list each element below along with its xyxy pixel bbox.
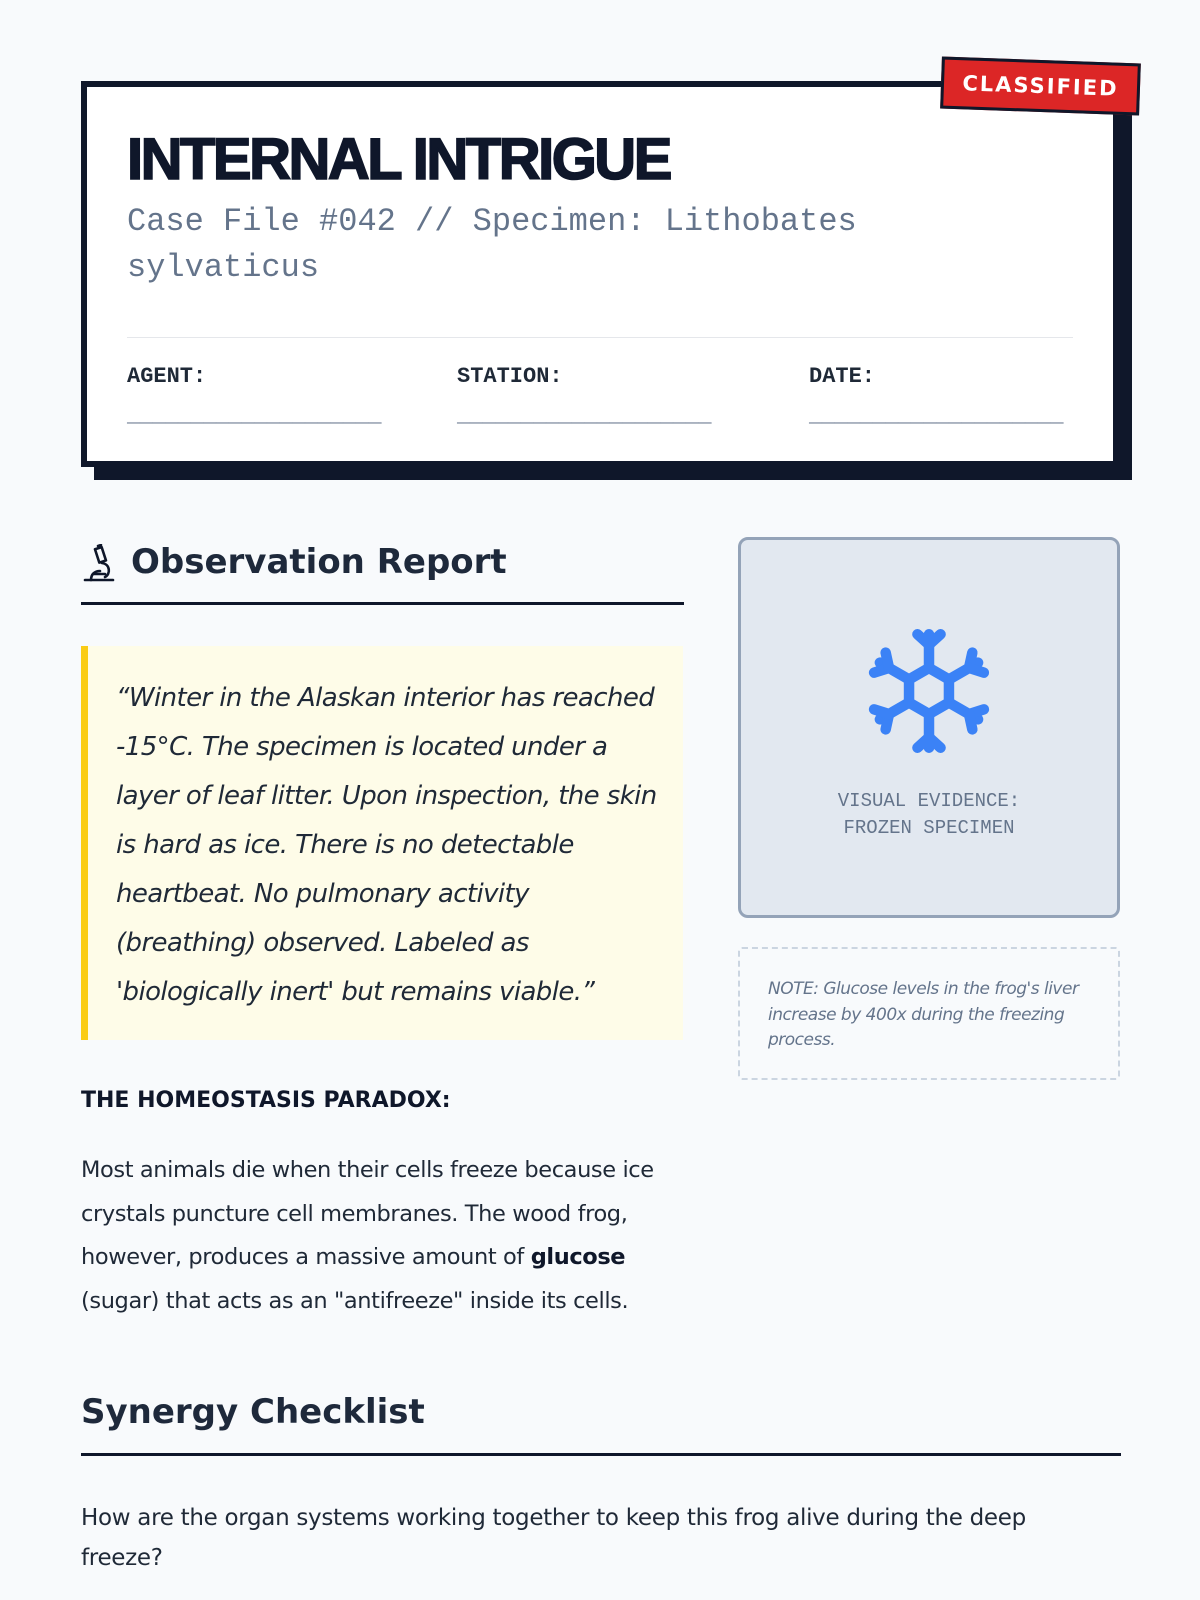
- paradox-heading: THE HOMEOSTASIS PARADOX:: [81, 1088, 451, 1113]
- date-blank[interactable]: ____________________: [809, 403, 1064, 428]
- evidence-caption: VISUAL EVIDENCE: FROZEN SPECIMEN: [837, 790, 1021, 839]
- station-field[interactable]: [457, 364, 711, 428]
- divider: [127, 337, 1073, 338]
- paradox-paragraph: [81, 1149, 691, 1323]
- visual-evidence-panel: [738, 537, 1120, 918]
- observation-title: Observation Report: [131, 542, 507, 582]
- synergy-prompt: How are the organ systems working together to keep this frog alive during the deep freeze?: [81, 1505, 1026, 1571]
- paradox-bold-term: glucose: [530, 1244, 626, 1270]
- agent-field[interactable]: [127, 364, 381, 428]
- meta-fields: [127, 364, 1073, 434]
- glucose-note: [738, 947, 1120, 1080]
- page-title: INTERNAL INTRIGUE: [127, 127, 670, 192]
- quote-text: “Winter in the Alaskan interior has reached -15°C. The specimen is located under a layer of leaf litter. Upon inspection, the skin is hard as ice. There is no detectable heartbeat. No pulmonary activity (breathing) observed. Labeled as 'biologically inert' but remains viable.”: [116, 683, 657, 1007]
- observation-heading: [81, 540, 684, 605]
- date-field[interactable]: [809, 364, 1063, 428]
- date-label: DATE:: [809, 364, 876, 389]
- classified-stamp: CLASSIFIED: [940, 57, 1141, 116]
- synergy-heading: [81, 1390, 1121, 1456]
- paradox-text-end: (sugar) that acts as an "antifreeze" inside its cells.: [81, 1287, 629, 1314]
- agent-blank[interactable]: ____________________: [127, 403, 382, 428]
- station-label: STATION:: [457, 364, 563, 389]
- agent-label: AGENT:: [127, 364, 207, 389]
- case-subtitle: Case File #042 // Specimen: Lithobates sylvaticus: [127, 203, 857, 286]
- note-text: NOTE: Glucose levels in the frog's liver increase by 400x during the freezing process.: [768, 979, 1079, 1050]
- station-blank[interactable]: ____________________: [457, 403, 712, 428]
- microscope-icon: [81, 544, 117, 584]
- paradox-text-start: Most animals die when their cells freeze because ice crystals puncture cell membranes. The wood frog, however, produces a massive amount of: [81, 1157, 654, 1270]
- observation-quote: [81, 646, 683, 1040]
- case-file-card: [81, 81, 1119, 467]
- synergy-title: Synergy Checklist: [81, 1392, 425, 1432]
- snowflake-icon: [866, 628, 992, 754]
